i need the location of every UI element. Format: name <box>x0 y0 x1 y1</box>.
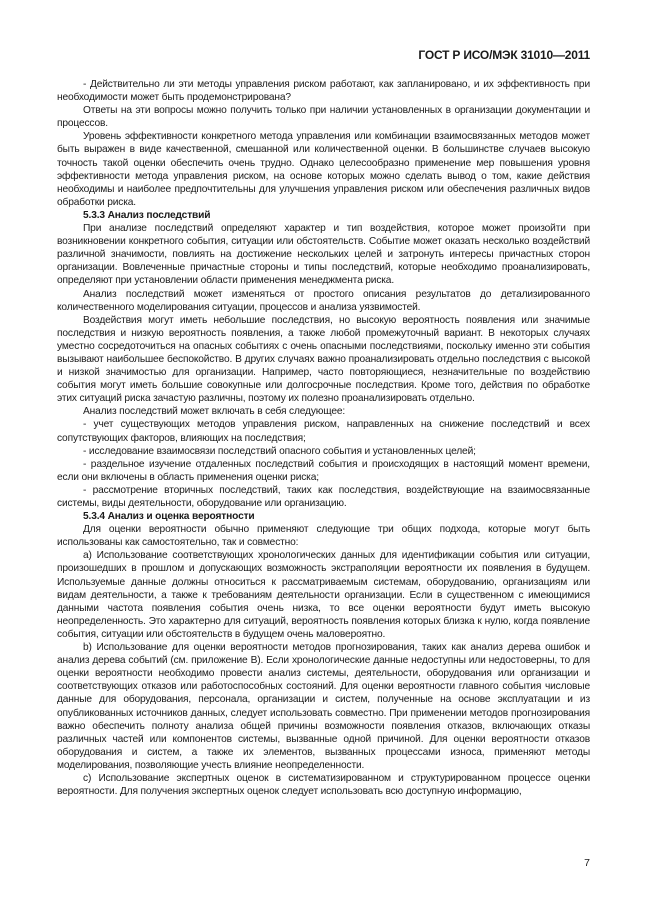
paragraph: b) Использование для оценки вероятности методов прогнозирования, таких как анализ дерева ошибок и анализ дерева событий (см. приложение В). Если хронологические данные недоступны или недостоверны, то для оценки вероятности необходимо провести анализ системы, деятельности, оборудования или организации и соответствующих отказов или работоспособных состояний. Для оценки вероятности главного события числовые данные для оборудования, персонала, организации и систем, полученные на основе эксплуатации и из опубликованных источников данных, следует использовать совместно. При применении методов прогнозирования важно обеспечить полноту анализа общей причины возможности появления отказов, включающих отказы различных частей или компонентов системы, вызванные одной причиной. Для оценки вероятности отказов оборудования и систем, а также их элементов, вызванных процессами износа, применяют методы моделирования, позволяющие учесть влияние неопределенности. <box>57 642 590 771</box>
paragraph: Уровень эффективности конкретного метода управления или комбинации взаимосвязанных методов может быть выражен в виде качественной, смешанной или количественной оценки. В большинстве случаев высокую точность такой оценки обеспечить очень трудно. Однако целесообразно применение мер повышения уровня эффективности метода управления риском, на основе которых можно сделать вывод о том, какие действия необходимы и наиболее предпочтительны для улучшения управления риском или обеспечения различных видов обработки риска. <box>57 131 590 208</box>
list-item: - исследование взаимосвязи последствий опасного события и установленных целей; <box>83 445 476 457</box>
paragraph: a) Использование соответствующих хронологических данных для идентификации события или ситуации, произошедших в прошлом и допускающих возможность экстраполяции вероятности их появления в будущем. Используемые данные должны относиться к рассматриваемым системам, оборудованию, организациям или видам деятельности, а также к требованиям деятельности организации. Если в существенном с имеющимися данными частота появления события очень низка, то все оценки вероятности будут иметь высокую неопределенность. Это характерно для ситуаций, вероятность появления которых близка к нулю, когда появление события, ситуации или обстоятельств в будущем очень маловероятно. <box>57 550 590 640</box>
list-item: - раздельное изучение отдаленных последствий события и происходящих в настоящий момент времени, если они включены в область применения оценки риска; <box>57 458 590 483</box>
paragraph: Воздействия могут иметь небольшие последствия, но высокую вероятность появления или значимые последствия и низкую вероятность появления, а также любой промежуточный вариант. В некоторых случаях уместно сосредоточиться на опасных событиях с очень опасными последствиями, поскольку именно эти события вызывают наибольшее беспокойство. В других случаях важно проанализировать отдельно последствия с высокой и низкой значимостью для организации. Например, часто повторяющиеся, незначительные по воздействию события могут иметь большие совокупные или долгосрочные последствия. Кроме того, действия по обработке этих ситуаций риска зачастую различны, поэтому их полезно проанализировать отдельно. <box>57 314 590 405</box>
paragraph: Анализ последствий может включать в себя следующее: <box>83 406 346 418</box>
section-heading: 5.3.4 Анализ и оценка вероятности <box>83 511 255 523</box>
list-item: - рассмотрение вторичных последствий, таких как последствия, воздействующие на взаимосвязанные системы, виды деятельности, оборудование или организацию. <box>57 484 590 509</box>
page-number: 7 <box>584 857 590 869</box>
paragraph: Ответы на эти вопросы можно получить только при наличии установленных в организации документации и процессов. <box>57 105 590 130</box>
paragraph: Для оценки вероятности обычно применяют следующие три общих подхода, которые могут быть использованы как самостоятельно, так и совместно: <box>57 524 590 549</box>
list-item: - Действительно ли эти методы управления риском работают, как запланировано, и их эффективность при необходимости может быть продемонстрирована? <box>57 79 590 104</box>
paragraph: Анализ последствий может изменяться от простого описания результатов до детализированного количественного моделирования ситуации, процессов и анализа уязвимостей. <box>57 288 590 313</box>
paragraph: c) Использование экспертных оценок в систематизированном и структурированном процессе оценки вероятности. Для получения экспертных оценок следует использовать всю доступную информацию, <box>57 772 590 798</box>
section-heading: 5.3.3 Анализ последствий <box>83 209 211 221</box>
document-header: ГОСТ Р ИСО/МЭК 31010—2011 <box>418 48 590 62</box>
document-body <box>57 78 590 798</box>
paragraph: При анализе последствий определяют характер и тип воздействия, которое может произойти при возникновении конкретного события, ситуации или обстоятельств. Событие может оказать несколько воздействий различной значимости, повлиять на достижение нескольких целей и затронуть интересы причастных сторон организации. Вовлеченные причастные стороны и типы последствий, которые необходимо проанализировать, определяют при установлении области применения менеджмента риска. <box>57 223 590 287</box>
list-item: - учет существующих методов управления риском, направленных на снижение последствий и всех сопутствующих факторов, влияющих на последствия; <box>57 419 590 444</box>
